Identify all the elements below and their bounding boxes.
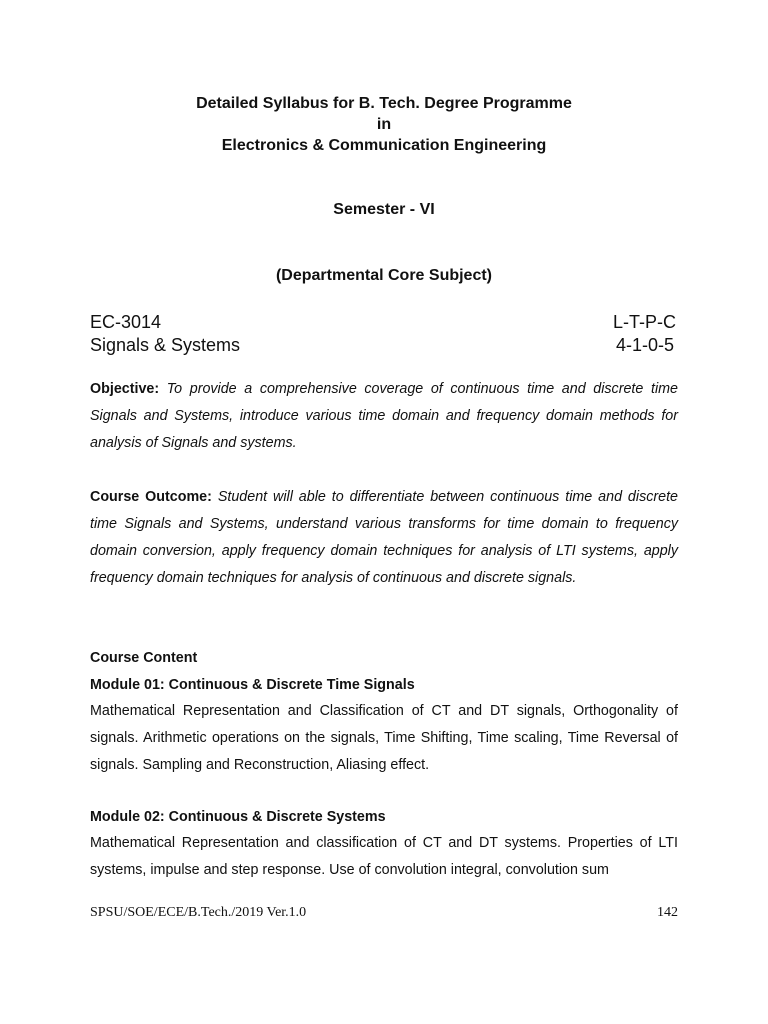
course-name-row — [90, 335, 676, 356]
outcome-text: Student will able to differentiate between continuous time and discrete time Signals and Systems, understand various transforms for time domain to frequency domain conversion, apply frequency domain techniques for analysis of LTI systems, apply frequency domain techniques for analysis of continuous and discrete signals. — [90, 489, 678, 586]
title-line-programme: Detailed Syllabus for B. Tech. Degree Programme — [196, 95, 572, 112]
course-code-row — [90, 312, 676, 333]
page-number: 142 — [657, 905, 678, 920]
title-line-in: in — [376, 116, 392, 133]
objective-paragraph — [90, 376, 678, 457]
module-title: Module 02: Continuous & Discrete Systems — [90, 809, 386, 825]
title-line-department: Electronics & Communication Engineering — [221, 137, 547, 154]
semester-heading: Semester - VI — [333, 201, 435, 218]
page-footer — [90, 905, 678, 921]
document-id: SPSU/SOE/ECE/B.Tech./2019 Ver.1.0 — [90, 905, 307, 920]
objective-text: To provide a comprehensive coverage of continuous time and discrete time Signals and Systems, introduce various time domain and frequency domain methods for analysis of Signals and systems. — [90, 381, 678, 451]
outcome-label: Course Outcome: — [90, 489, 212, 505]
outcome-paragraph — [90, 484, 678, 592]
course-name: Signals & Systems — [90, 335, 241, 355]
document-title — [0, 93, 768, 156]
ltpc-value: 4-1-0-5 — [615, 335, 674, 355]
module-body: Mathematical Representation and Classification of CT and DT signals, Orthogonality of signals. Arithmetic operations on the signals, Time Shifting, Time scaling, Time Reversal of signals. Sampling and Reconstruction, Aliasing effect. — [90, 703, 678, 773]
module-title: Module 01: Continuous & Discrete Time Signals — [90, 677, 415, 693]
ltpc-label: L-T-P-C — [613, 312, 676, 332]
objective-label: Objective: — [90, 381, 160, 397]
module-body: Mathematical Representation and classification of CT and DT systems. Properties of LTI systems, impulse and step response. Use of convolution integral, convolution sum — [90, 835, 678, 878]
subject-category: (Departmental Core Subject) — [275, 267, 493, 284]
course-code: EC-3014 — [90, 312, 162, 332]
course-content-heading: Course Content — [90, 650, 198, 666]
